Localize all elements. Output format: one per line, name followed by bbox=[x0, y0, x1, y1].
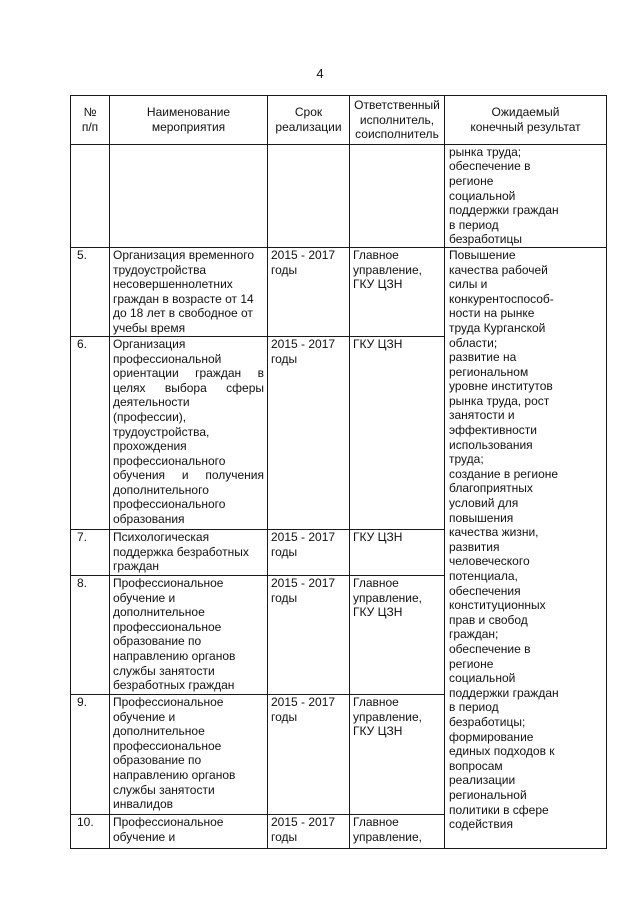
page-number: 4 bbox=[316, 66, 324, 81]
cell-executor: Главное управление, ГКУ ЦЗН bbox=[350, 575, 445, 694]
cell-num: 6. bbox=[71, 336, 110, 529]
header-name: Наименование мероприятия bbox=[110, 96, 268, 145]
cell-result-merged: Повышение качества рабочей силы и конкурентоспособ- ности на рынке труда Курганской области; развитие на региональном уровне институтов рынка труда, рост занятости и эффективности использования труда; создание в регионе благоприятных условий для повышения качества жизни, развития человеческого потенциала, обеспечения конституционных прав и свобод граждан; обеспечение в регионе социальной поддержки граждан в период безработицы; формирование единых подходов к вопросам реализации региональной политики в сфере содействия bbox=[445, 247, 607, 848]
cell-name: Психологическая поддержка безработных граждан bbox=[110, 529, 268, 575]
table-row bbox=[71, 247, 607, 336]
cell-term bbox=[268, 144, 350, 247]
cell-name: Профессиональное обучение и дополнительное профессиональное образование по направлению органов службы занятости инвалидов bbox=[110, 694, 268, 814]
cell-name: Организация профессиональной ориентации граждан в целях выбора сферы деятельности (профессии), трудоустройства, прохождения профессионального обучения и получения дополнительного профессионального образования bbox=[110, 336, 268, 529]
header-executor: Ответственный исполнитель, соисполнитель bbox=[350, 96, 445, 145]
cell-executor: Главное управление, ГКУ ЦЗН bbox=[350, 694, 445, 814]
cell-executor bbox=[350, 144, 445, 247]
cell-term: 2015 - 2017 годы bbox=[268, 336, 350, 529]
cell-name: Профессиональное обучение и дополнительное профессиональное образование по направлению органов службы занятости безработных граждан bbox=[110, 575, 268, 694]
cell-term: 2015 - 2017 годы bbox=[268, 247, 350, 336]
cell-name bbox=[110, 144, 268, 247]
cell-num: 7. bbox=[71, 529, 110, 575]
cell-term: 2015 - 2017 годы bbox=[268, 694, 350, 814]
cell-executor: ГКУ ЦЗН bbox=[350, 336, 445, 529]
cell-name: Профессиональное обучение и bbox=[110, 814, 268, 848]
header-term: Срок реализации bbox=[268, 96, 350, 145]
header-result: Ожидаемый конечный результат bbox=[445, 96, 607, 145]
cell-num: 9. bbox=[71, 694, 110, 814]
cell-name: Организация временного трудоустройства несовершеннолетних граждан в возрасте от 14 до 18 лет в свободное от учебы время bbox=[110, 247, 268, 336]
cell-result-continued: рынка труда; обеспечение в регионе социальной поддержки граждан в период безработицы bbox=[445, 144, 607, 247]
cell-term: 2015 - 2017 годы bbox=[268, 529, 350, 575]
header-num: № п/п bbox=[71, 96, 110, 145]
cell-term: 2015 - 2017 годы bbox=[268, 814, 350, 848]
table-header-row bbox=[71, 96, 607, 145]
cell-num: 5. bbox=[71, 247, 110, 336]
cell-term: 2015 - 2017 годы bbox=[268, 575, 350, 694]
cell-executor: Главное управление, ГКУ ЦЗН bbox=[350, 247, 445, 336]
cell-executor: ГКУ ЦЗН bbox=[350, 529, 445, 575]
cell-num: 10. bbox=[71, 814, 110, 848]
cell-num: 8. bbox=[71, 575, 110, 694]
cell-executor: Главное управление, bbox=[350, 814, 445, 848]
table-row-continuation bbox=[71, 144, 607, 247]
measures-table bbox=[70, 95, 607, 849]
cell-num bbox=[71, 144, 110, 247]
